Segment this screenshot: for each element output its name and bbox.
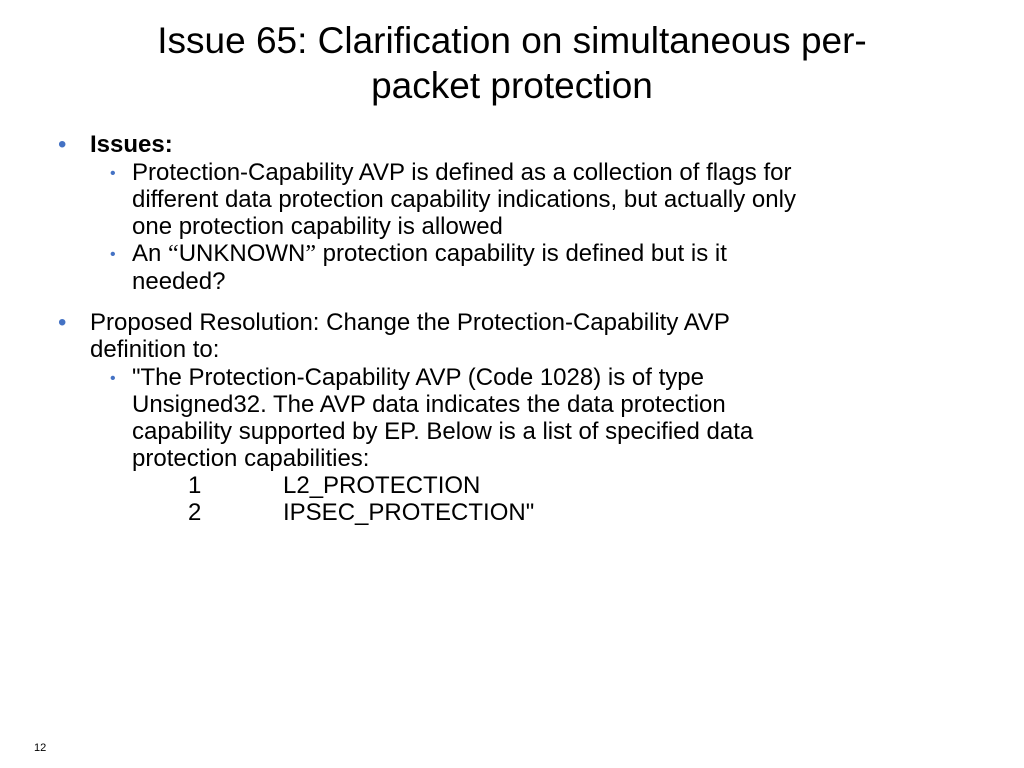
slide-number: 12 [34,742,47,754]
issues-heading: Issues: [90,131,173,158]
code-number: 2 [188,499,202,526]
bullet-resolution [58,309,970,363]
sub-bullet-dot-icon: • [110,370,116,387]
close-quote: ” [305,241,316,267]
issue-item-1-line-2: different data protection capability indications, but actually only [132,186,796,213]
code-name: L2_PROTECTION [283,472,481,499]
code-name: IPSEC_PROTECTION" [283,499,535,526]
sub-bullet-dot-icon: • [110,165,116,182]
resolution-line-2: definition to: [90,336,220,363]
issue-item-2-line-2: needed? [132,268,226,295]
issue-item-2 [110,240,972,295]
bullet-issues [58,131,970,158]
issue-item-2-suffix: protection capability is defined but is it [316,240,727,267]
code-number: 1 [188,472,202,499]
bullet-dot-icon: • [58,309,67,336]
resolution-item-line-2: Unsigned32. The AVP data indicates the data protection [132,391,726,418]
resolution-item-line-3: capability supported by EP. Below is a list of specified data [132,418,754,445]
title-line-2: packet protection [371,65,653,106]
resolution-line-1: Proposed Resolution: Change the Protection-Capability AVP [90,309,730,336]
issue-item-2-quoted: UNKNOWN [178,240,306,267]
resolution-item-line-4: protection capabilities: [132,445,370,472]
issue-item-1-line-3: one protection capability is allowed [132,213,503,240]
issue-item-1 [110,159,972,240]
issue-item-2-prefix: An [132,240,169,267]
issue-item-2-line-1 [132,240,972,268]
sub-bullet-dot-icon: • [110,246,116,263]
issue-item-1-line-1: Protection-Capability AVP is defined as a collection of flags for [132,159,792,186]
resolution-item-line-1: "The Protection-Capability AVP (Code 1028) is of type [132,364,704,391]
title-line-1: Issue 65: Clarification on simultaneous per- [157,20,867,61]
open-quote: “ [168,241,179,267]
resolution-item [110,364,972,472]
bullet-dot-icon: • [58,131,67,158]
